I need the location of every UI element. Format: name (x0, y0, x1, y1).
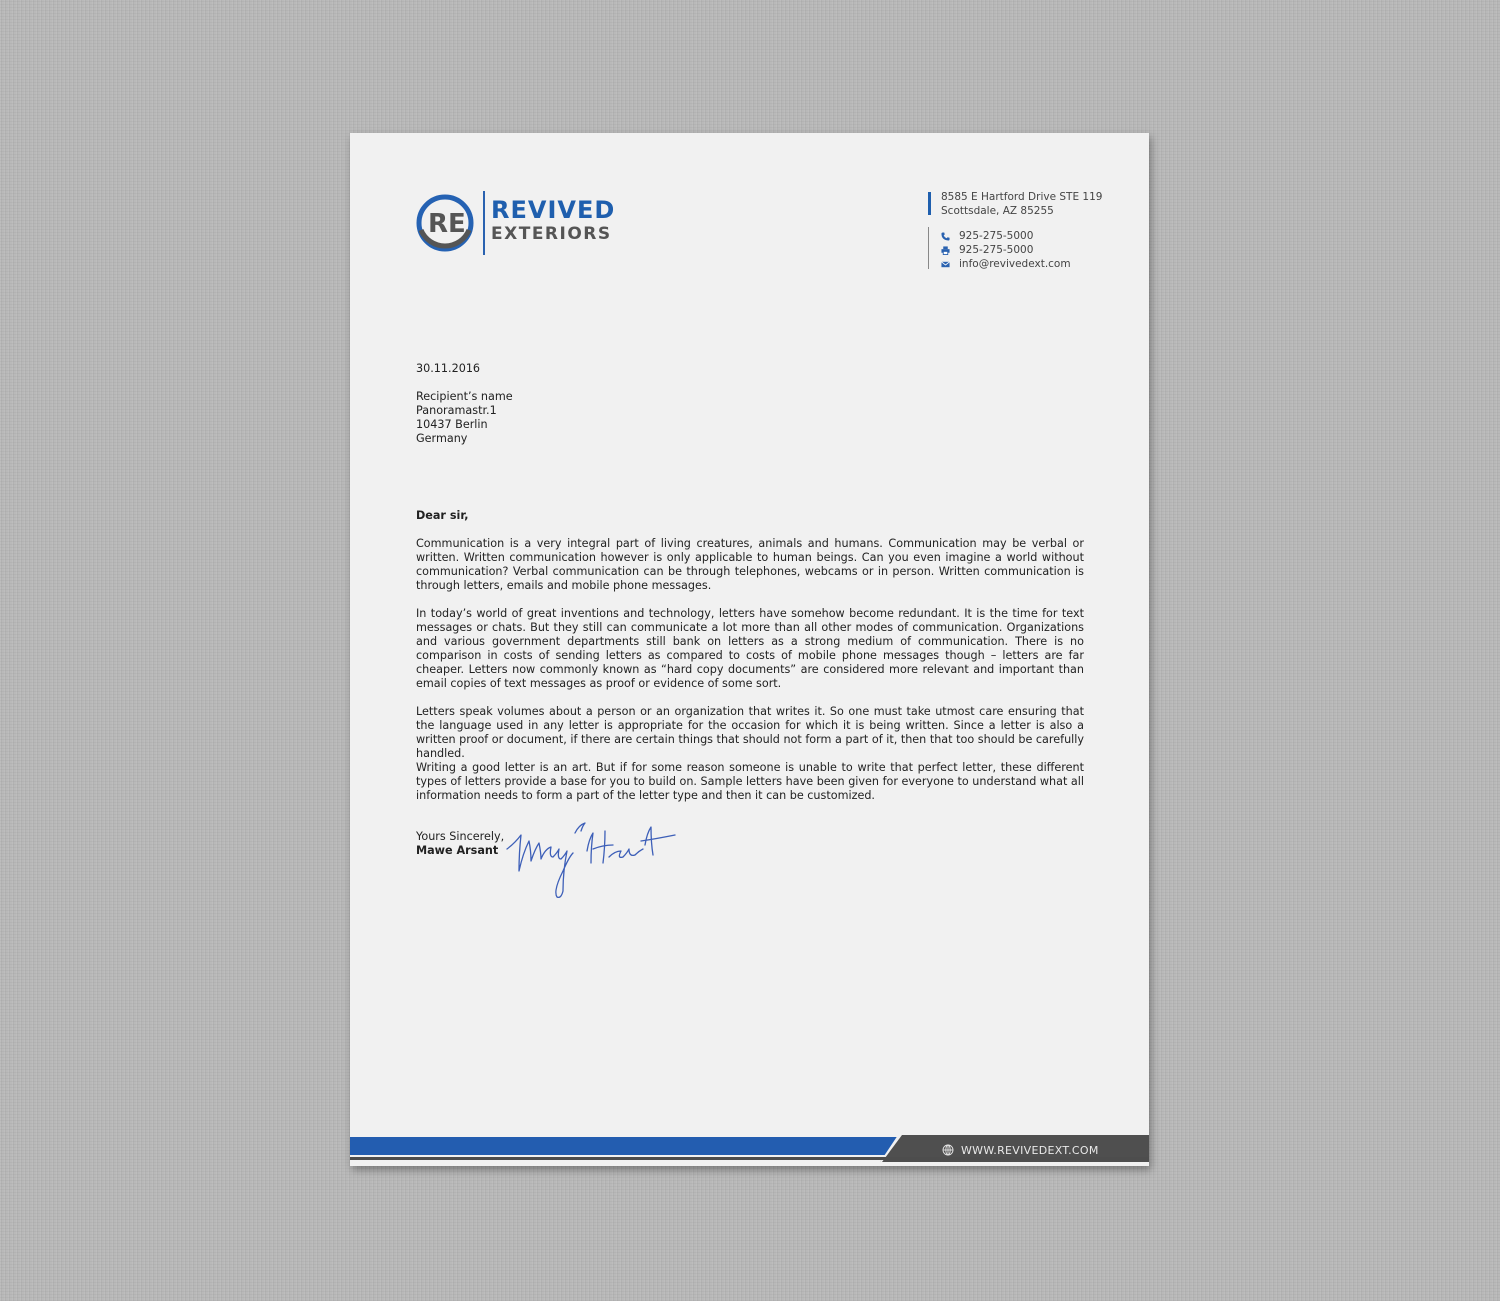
letter-date: 30.11.2016 (416, 362, 481, 375)
recipient-block (416, 390, 1084, 446)
brand-name-line2: EXTERIORS (491, 224, 612, 244)
closing-salutation: Yours Sincerely, (416, 830, 505, 843)
footer-website[interactable] (942, 1141, 1099, 1159)
paragraph: Communication is a very integral part of living creatures, animals and humans. Communication may be verbal or written. Written communication however is only applicable to human beings. Can you even imagine a world without communication? Verbal communication can be through telephones, webcams or in person. Written communication is through letters, emails and mobile phone messages. (416, 537, 1084, 592)
contact-divider (928, 227, 929, 269)
email-address: info@revivedext.com (959, 258, 1071, 270)
phone-row (941, 229, 1071, 243)
recipient-line: 10437 Berlin (416, 418, 488, 431)
paragraph: Writing a good letter is an art. But if for some reason someone is unable to write that perfect letter, these different types of letters provide a base for you to build on. Sample letters have been given for everyone to understand what all information needs to form a part of the letter type and then it can be customized. (416, 761, 1084, 802)
logo-divider (483, 191, 485, 255)
phone-icon (941, 232, 950, 241)
globe-icon (942, 1144, 954, 1156)
address-line: Scottsdale, AZ 85255 (941, 205, 1054, 217)
fax-number: 925-275-5000 (959, 244, 1034, 256)
email-icon (941, 260, 950, 269)
greeting: Dear sir, (416, 509, 469, 522)
website-url[interactable]: WWW.REVIVEDEXT.COM (961, 1143, 1099, 1157)
svg-text:RE: RE (428, 209, 466, 239)
footer-blue-band (350, 1137, 900, 1155)
handwritten-signature (505, 813, 680, 903)
address-line: 8585 E Hartford Drive STE 119 (941, 191, 1103, 203)
email-row (941, 257, 1071, 271)
paragraph: In today’s world of great inventions and technology, letters have somehow become redundant. It is the time for text messages or chats. But they still can communicate a lot more than all other modes of communication. Organizations and various government departments still bank on letters as a strong medium of communication. There is no comparison in costs of sending letters as compared to costs of mobile phone messages though – letters are far cheaper. Letters now commonly known as “hard copy documents” are considered more relevant and important than email copies of text messages as proof or evidence of some sort. (416, 607, 1084, 690)
letterhead-page (350, 133, 1149, 1166)
address-accent-bar (928, 192, 931, 215)
company-address (941, 190, 1102, 218)
recipient-line: Germany (416, 432, 468, 445)
recipient-line: Panoramastr.1 (416, 404, 497, 417)
contact-list (941, 229, 1071, 271)
recipient-line: Recipient’s name (416, 390, 513, 403)
phone-number: 925-275-5000 (959, 230, 1034, 242)
fax-row (941, 243, 1071, 257)
paragraph: Letters speak volumes about a person or an organization that writes it. So one must take utmost care ensuring that the language used in any letter is appropriate for the occasion for which it is being written. Since a letter is also a written proof or document, if there are certain things that should not form a part of it, then that too should be carefully handled. (416, 705, 1085, 760)
brand-name-line1: REVIVED (491, 196, 616, 224)
fax-icon (941, 246, 950, 255)
signer-name: Mawe Arsant (416, 844, 499, 857)
